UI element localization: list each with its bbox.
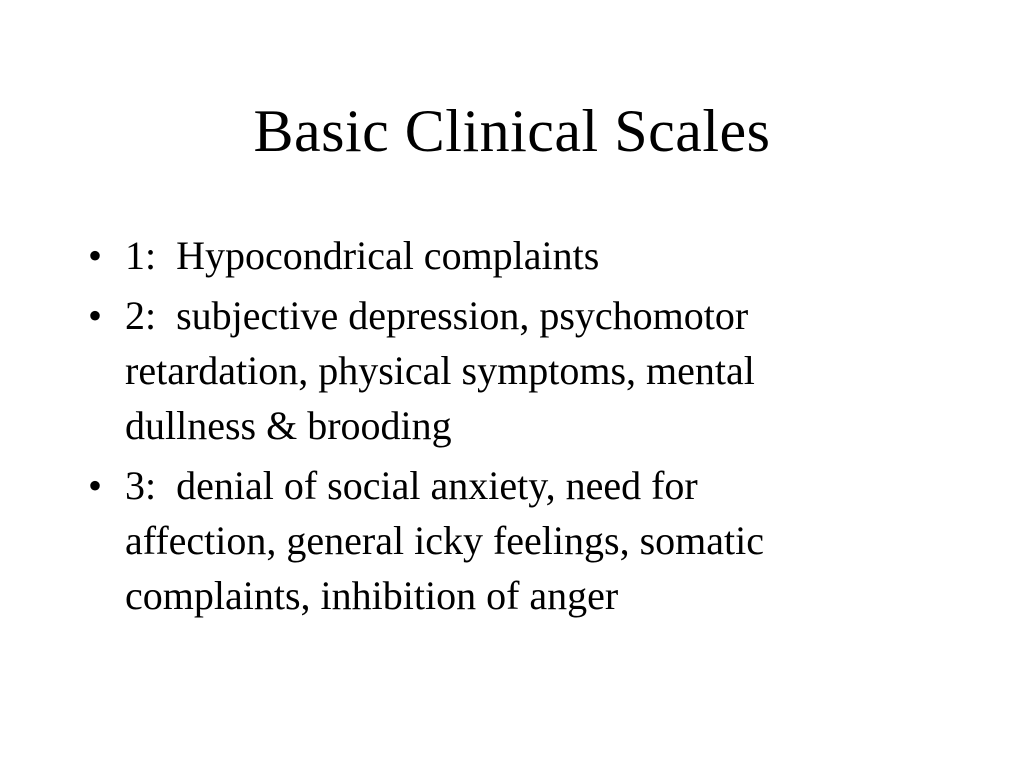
bullet-2-line-1: 2: subjective depression, psychomotor <box>125 293 749 338</box>
bullet-3-line-2: affection, general icky feelings, somatic <box>125 518 765 563</box>
bullet-text-2 <box>125 288 878 453</box>
slide-title: Basic Clinical Scales <box>253 98 771 164</box>
bullet-2-line-2: retardation, physical symptoms, mental <box>125 348 755 393</box>
bullet-text-1 <box>125 228 878 283</box>
bullet-item-1 <box>88 228 878 283</box>
bullet-marker-icon: • <box>88 293 103 338</box>
bullet-marker-icon: • <box>88 463 103 508</box>
bullet-2-line-3: dullness & brooding <box>125 403 452 448</box>
bullet-item-3 <box>88 458 878 623</box>
bullet-list <box>88 228 878 628</box>
bullet-text-3 <box>125 458 878 623</box>
bullet-marker-icon: • <box>88 233 103 278</box>
bullet-3-line-3: complaints, inhibition of anger <box>125 573 619 618</box>
bullet-3-line-1: 3: denial of social anxiety, need for <box>125 463 698 508</box>
bullet-1-line-1: 1: Hypocondrical complaints <box>125 233 600 278</box>
bullet-item-2 <box>88 288 878 453</box>
